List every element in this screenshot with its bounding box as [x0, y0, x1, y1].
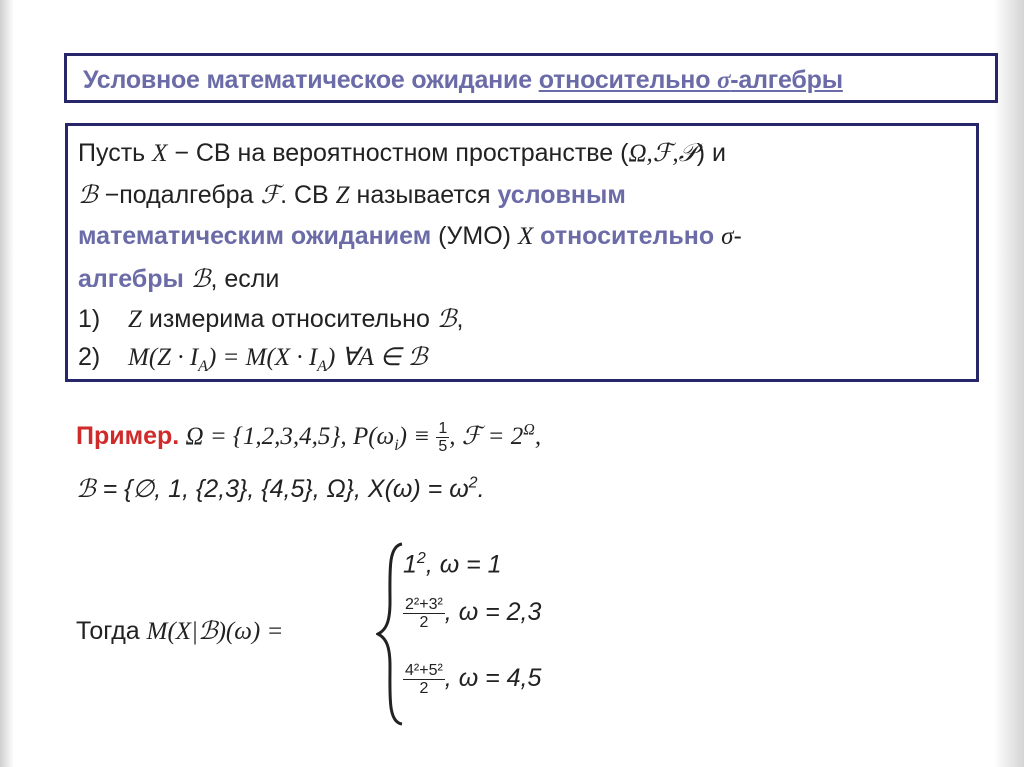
highlight-algebra: алгебры	[78, 265, 184, 293]
var-x: X	[517, 223, 534, 250]
text: −подалгебра	[97, 181, 261, 209]
title-box	[64, 53, 998, 103]
title-sigma: σ	[717, 67, 731, 94]
var-x: X	[152, 140, 168, 167]
left-page-shadow	[0, 0, 14, 767]
text: 2²+3²	[405, 596, 443, 613]
text: . СВ	[280, 181, 336, 209]
text: -	[733, 222, 742, 250]
example-label: Пример.	[76, 422, 180, 451]
text: A	[317, 358, 327, 375]
text: 2	[468, 474, 478, 492]
text: 2	[419, 614, 429, 631]
condition-2-formula	[128, 344, 428, 375]
text: 5	[438, 438, 448, 455]
condition-2	[78, 342, 427, 376]
text: Пусть	[78, 139, 153, 167]
text: ,	[456, 305, 464, 333]
var-z: Z	[335, 182, 350, 209]
text: 2	[416, 550, 426, 567]
text: Ω	[523, 421, 535, 439]
text: , ω = 2,3	[444, 598, 542, 627]
text: (УМО)	[431, 222, 518, 250]
var-z: Z	[128, 306, 142, 333]
highlight-conditional: условным	[497, 181, 626, 209]
text: ) ∀A ∈ ℬ	[326, 344, 428, 371]
condition-1	[78, 304, 463, 334]
title-underlined	[539, 66, 843, 94]
text: , ω = 4,5	[444, 664, 542, 693]
prob-space: Ω,ℱ,𝒫	[628, 140, 697, 167]
left-brace-icon	[376, 542, 406, 726]
text: i	[394, 437, 399, 455]
case-3	[403, 662, 541, 697]
definition-line-4	[78, 264, 279, 294]
example-formula-1	[179, 423, 437, 455]
text: , если	[210, 265, 280, 293]
example-formula-2	[449, 423, 541, 450]
title-part-1: Условное математическое ожидание	[83, 66, 539, 94]
highlight-relative: относительно	[540, 222, 715, 250]
slide-title	[83, 66, 843, 95]
text: 4²+5²	[405, 662, 443, 679]
sub-algebra-b: ℬ	[78, 182, 98, 209]
then-line	[76, 616, 283, 646]
text: P(ω	[352, 423, 395, 451]
sub-algebra-b: ℬ	[436, 306, 457, 333]
right-page-shadow	[994, 0, 1024, 767]
text: ,	[534, 423, 542, 451]
text: M(Z · I	[128, 344, 199, 371]
text: , ω = 1	[425, 550, 502, 579]
case-3-fraction	[403, 662, 445, 697]
highlight-expectation: математическим ожиданием	[78, 222, 432, 250]
definition-line-2	[78, 180, 626, 210]
case-2	[403, 596, 541, 631]
then-label: Тогда	[76, 617, 147, 645]
case-1	[403, 550, 502, 579]
sub-algebra-b: ℬ	[190, 266, 211, 293]
text: A	[198, 358, 208, 375]
example-line-2	[76, 474, 485, 504]
text: .	[477, 475, 485, 503]
text: ) ≡	[398, 423, 437, 451]
conditional-expectation-lhs: M(X|ℬ)(ω) =	[146, 618, 284, 645]
text: Ω = {1,2,3,4,5},	[179, 423, 353, 451]
fraction-one-fifth	[436, 420, 449, 455]
text: ) и	[696, 139, 726, 167]
text: называется	[349, 181, 498, 209]
sigma: σ	[721, 223, 734, 250]
text: 1	[403, 550, 417, 579]
text: ) = M(X · I	[207, 344, 318, 371]
text: 1	[438, 420, 448, 437]
text: ℬ = {∅, 1, {2,3}, {4,5}, Ω}, X(ω) = ω	[76, 475, 469, 503]
text: − СВ на вероятностном пространстве (	[167, 139, 629, 167]
example-line-1	[76, 420, 541, 455]
definition-line-3	[78, 222, 742, 251]
case-2-fraction	[403, 596, 445, 631]
title-part-3: -алгебры	[730, 66, 843, 94]
text: , ℱ = 2	[449, 423, 524, 451]
condition-number: 2)	[78, 343, 101, 371]
definition-line-1	[78, 138, 726, 168]
text: 2	[419, 680, 429, 697]
text: измерима относительно	[141, 305, 437, 333]
algebra-f: ℱ	[260, 182, 281, 209]
title-part-2: относительно	[538, 66, 718, 94]
definition-box	[65, 123, 979, 382]
condition-number: 1)	[78, 305, 101, 333]
